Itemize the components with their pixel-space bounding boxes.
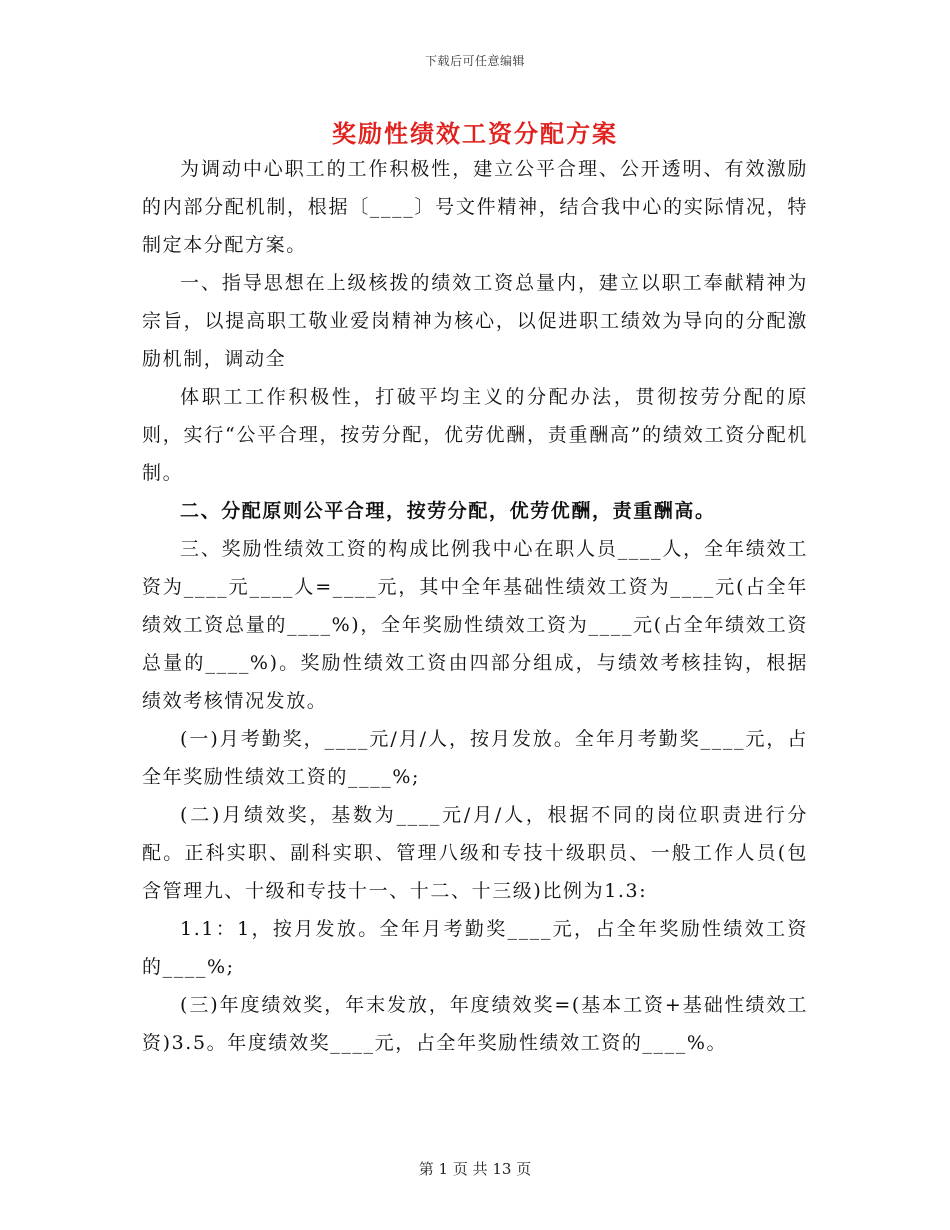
document-title: 奖励性绩效工资分配方案 [332, 119, 618, 148]
paragraph-guiding-ideology-cont: 体职工工作积极性，打破平均主义的分配办法，贯彻按劳分配的原则，实行“公平合理，按劳分配，优劳优酬，责重酬高”的绩效工资分配机制。 [142, 386, 808, 484]
page-header-note: 下载后可任意编辑 [424, 54, 525, 68]
paragraph-composition-ratio: 三、奖励性绩效工资的构成比例我中心在职人员____人，全年绩效工资为____元____人=____元，其中全年基础性绩效工资为____元(占全年绩效工资总量的____%)，全年奖励性绩效工资为____元(占全年绩效工资总量的____%)。奖励性绩效工资由四部分组成，与绩效考核挂钩，根据绩效考核情况发放。 [142, 538, 808, 712]
paragraph-monthly-performance: (二)月绩效奖，基数为____元/月/人，根据不同的岗位职责进行分配。正科实职、副科实职、管理八级和专技十级职员、一般工作人员(包含管理九、十级和专技十一、十二、十三级)比例为1.3: [142, 804, 808, 902]
paragraph-monthly-attendance: (一)月考勤奖，____元/月/人，按月发放。全年月考勤奖____元，占全年奖励性绩效工资的____%; [142, 728, 808, 788]
document-body [142, 150, 808, 1062]
paragraph-distribution-principle: 二、分配原则公平合理，按劳分配，优劳优酬，责重酬高。 [180, 500, 716, 522]
page-number: 第 1 页 共 13 页 [418, 1160, 532, 1178]
paragraph-annual-performance: (三)年度绩效奖，年末发放，年度绩效奖=(基本工资+基础性绩效工资)3.5。年度绩效奖____元，占全年奖励性绩效工资的____%。 [142, 994, 808, 1054]
paragraph-intro: 为调动中心职工的工作积极性，建立公平合理、公开透明、有效激励的内部分配机制，根据〔____〕号文件精神，结合我中心的实际情况，特制定本分配方案。 [142, 158, 808, 256]
paragraph-guiding-ideology: 一、指导思想在上级核拨的绩效工资总量内，建立以职工奉献精神为宗旨，以提高职工敬业爱岗精神为核心，以促进职工绩效为导向的分配激励机制，调动全 [142, 272, 808, 370]
paragraph-ratio-cont: 1.1：1，按月发放。全年月考勤奖____元，占全年奖励性绩效工资的____%; [142, 918, 808, 978]
